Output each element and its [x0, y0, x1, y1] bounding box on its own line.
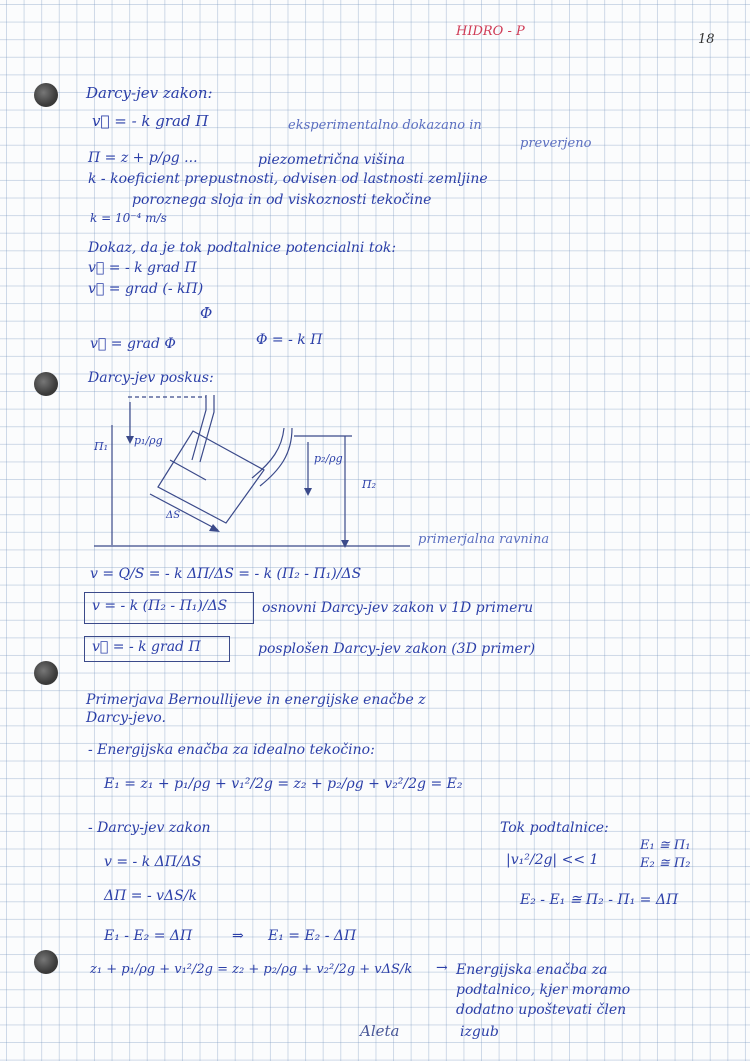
- conclusion-arrow: →: [436, 960, 448, 976]
- label-pi2: Π₂: [362, 478, 377, 491]
- outlet-tube-right-wall: [260, 428, 292, 486]
- pi-description: piezometrična višina: [258, 152, 405, 168]
- boxed-3d-law-description: posplošen Darcy-jev zakon (3D primer): [258, 641, 536, 657]
- darcy-eq-2: ΔΠ = - vΔS/k: [104, 888, 197, 904]
- energy-heading: - Energijska enačba za idealno tekočino:: [88, 742, 375, 758]
- inlet-tube-right-wall: [200, 395, 214, 462]
- boxed-1d-law: v = - k (Π₂ - Π₁)/ΔS: [92, 598, 228, 614]
- page-number: 18: [698, 32, 715, 47]
- pi-definition: Π = z + p/ρg ...: [88, 150, 198, 166]
- experimental-note-1: eksperimentalno dokazano in: [288, 118, 482, 133]
- groundwater-condition: |v₁²/2g| << 1: [506, 852, 599, 868]
- outlet-tube-left-wall: [252, 428, 284, 478]
- boxed-1d-law-description: osnovni Darcy-jev zakon v 1D primeru: [262, 600, 534, 616]
- eq-a: E₁ - E₂ = ΔΠ: [104, 928, 193, 944]
- conclusion-3: dodatno upoštevati člen: [456, 1002, 627, 1018]
- final-equation: z₁ + p₁/ρg + v₁²/2g = z₂ + p₂/ρg + v₂²/2g + vΔS/k: [90, 962, 413, 977]
- proof-line-2: v⃗ = grad (- kΠ): [88, 281, 204, 297]
- proof-title: Dokaz, da je tok podtalnice potencialni tok:: [88, 240, 397, 256]
- darcy-law-formula: v⃗ = - k grad Π: [92, 112, 209, 130]
- experimental-note-2: preverjeno: [520, 136, 592, 151]
- bernoulli-title-2: Darcy-jevo.: [86, 710, 166, 726]
- conclusion-1: Energijska enačba za: [456, 962, 608, 978]
- k-value: k = 10⁻⁴ m/s: [90, 211, 167, 225]
- darcy-eq-1: v = - k ΔΠ/ΔS: [104, 854, 202, 870]
- k-definition-1: k - koeficient prepustnosti, odvisen od lastnosti zemljine: [88, 171, 488, 187]
- boxed-3d-law: v⃗ = - k grad Π: [92, 639, 201, 655]
- energy-equation: E₁ = z₁ + p₁/ρg + v₁²/2g = z₂ + p₂/ρg + v₂²/2g = E₂: [104, 776, 463, 792]
- proof-line-1: v⃗ = - k grad Π: [88, 260, 197, 276]
- darcy-law-title: Darcy-jev zakon:: [86, 84, 213, 102]
- label-p2: p₂/ρg: [314, 452, 343, 465]
- e1-approx: E₁ ≅ Π₁: [640, 838, 691, 853]
- proof-line-3: v⃗ = grad Φ: [90, 336, 176, 352]
- proof-line-3b: Φ = - k Π: [256, 332, 323, 348]
- energy-difference: E₂ - E₁ ≅ Π₂ - Π₁ = ΔΠ: [520, 892, 679, 908]
- darcy-heading: - Darcy-jev zakon: [88, 820, 211, 836]
- bernoulli-title-1: Primerjava Bernoullijeve in energijske enačbe z: [86, 692, 426, 708]
- label-p1: p₁/ρg: [134, 434, 163, 447]
- conclusion-2: podtalnico, kjer moramo: [456, 982, 631, 998]
- flow-arrow: [170, 460, 206, 480]
- groundwater-heading: Tok podtalnice:: [500, 820, 609, 836]
- label-reference-plane: primerjalna ravnina: [418, 532, 550, 547]
- conclusion-4: izgub: [460, 1024, 499, 1040]
- e2-approx: E₂ ≅ Π₂: [640, 856, 691, 871]
- experiment-title: Darcy-jev poskus:: [88, 370, 214, 386]
- implies-arrow: ⇒: [232, 928, 244, 944]
- k-definition-2: poroznega sloja in od viskoznosti tekočine: [132, 192, 432, 208]
- label-pi1: Π₁: [94, 440, 109, 453]
- derivation-line: v = Q/S = - k ΔΠ/ΔS = - k (Π₂ - Π₁)/ΔS: [90, 566, 362, 582]
- brand-logo: Aleta: [360, 1022, 400, 1040]
- phi-symbol: Φ: [200, 304, 213, 322]
- ds-arrow: [150, 494, 218, 530]
- eq-b: E₁ = E₂ - ΔΠ: [268, 928, 357, 944]
- label-ds: ΔS: [166, 510, 181, 521]
- subject-header: HIDRO - P: [456, 24, 525, 39]
